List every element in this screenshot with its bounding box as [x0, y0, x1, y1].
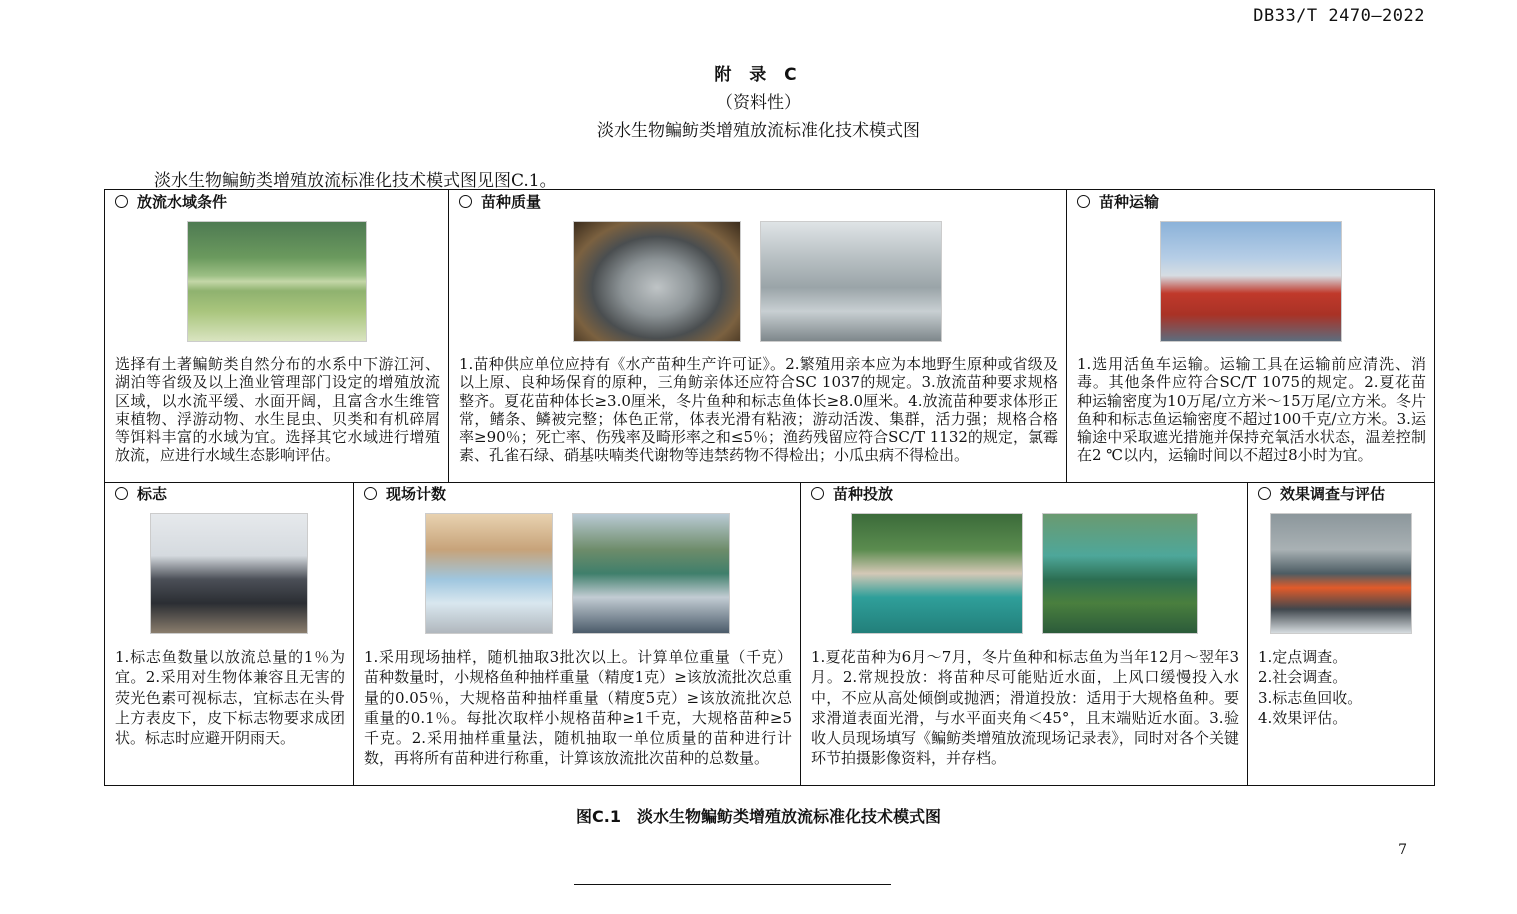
lake-photo — [187, 221, 367, 342]
photo-row — [1067, 221, 1434, 342]
boat-release-photo — [1042, 513, 1198, 634]
cell-seed-release — [801, 482, 1248, 785]
heading-label: 苗种质量 — [481, 193, 542, 211]
marking-crowd-photo — [150, 513, 308, 634]
oxygen-bags-photo — [760, 221, 942, 342]
cell-evaluation — [1248, 482, 1434, 785]
circle-bullet-icon — [459, 195, 472, 208]
intro-text: 淡水生物鳊鲂类增殖放流标准化技术模式图见图C.1。 — [154, 171, 557, 191]
cell-text: 1.定点调查。 2.社会调查。 3.标志鱼回收。 4.效果评估。 — [1258, 648, 1363, 727]
heading-label: 放流水域条件 — [137, 193, 228, 211]
cell-text: 1.选用活鱼车运输。运输工具在运输前应清洗、消毒。其他条件应符合SC/T 1075的规定。2.夏花苗种运输密度为10万尾/立方米～15万尾/立方米。冬片鱼种和标志鱼运输密度不超过100千克/立方米。3.运输途中采取遮光措施并保持充氧活水状态，温差控制在2 ℃以内，运输时间以不超过8小时为宜。 — [1077, 355, 1426, 465]
circle-bullet-icon — [115, 195, 128, 208]
photo-row — [1248, 513, 1434, 634]
man-with-bag-photo — [425, 513, 553, 634]
fish-truck-photo — [1160, 221, 1342, 342]
cell-site-counting — [354, 482, 801, 785]
standard-code: DB33/T 2470—2022 — [1253, 6, 1425, 26]
annex-name: 淡水生物鳊鲂类增殖放流标准化技术模式图 — [597, 121, 920, 141]
photo-row — [801, 513, 1247, 634]
circle-bullet-icon — [1258, 487, 1271, 500]
cell-marking — [105, 482, 354, 785]
photo-row — [449, 221, 1066, 342]
cell-text: 1.夏花苗种为6月～7月，冬片鱼种和标志鱼为当年12月～翌年3月。2.常规投放：将苗种尽可能贴近水面，上风口缓慢投入水中，不应从高处倾倒或抛洒；滑道投放：适用于大规格鱼种。要求滑道表面光滑，与水平面夹角＜45°，且末端贴近水面。3.验收人员现场填写《鳊鲂类增殖放流现场记录表》，同时对各个关键环节拍摄影像资料，并存档。 — [811, 648, 1239, 768]
heading-label: 效果调查与评估 — [1280, 485, 1386, 503]
heading-label: 苗种投放 — [833, 485, 894, 503]
figure-row-1 — [105, 190, 1434, 483]
cell-heading — [1258, 483, 1385, 504]
annex-title: 附 录 C — [714, 65, 803, 85]
fish-bucket-photo — [573, 221, 741, 342]
figure-row-2 — [105, 482, 1434, 785]
heading-label: 现场计数 — [386, 485, 447, 503]
cell-text: 1.标志鱼数量以放流总量的1％为宜。2.采用对生物体兼容且无害的荧光色素可视标志，宜标志在头骨上方表皮下，皮下标志物要求成团状。标志时应避开阴雨天。 — [115, 648, 345, 748]
shore-release-photo — [851, 513, 1023, 634]
circle-bullet-icon — [1077, 195, 1090, 208]
page-number: 7 — [1398, 842, 1407, 858]
heading-label: 标志 — [137, 485, 168, 503]
cell-heading — [115, 483, 167, 504]
circle-bullet-icon — [364, 487, 377, 500]
cell-text: 选择有土著鳊鲂类自然分布的水系中下游江河、湖泊等省级及以上渔业管理部门设定的增殖放流区域，以水流平缓、水面开阔，且富含水生维管束植物、浮游动物、水生昆虫、贝类和有机碎屑等饵料丰富的水域为宜。选择其它水域进行增殖放流，应进行水域生态影响评估。 — [115, 355, 440, 465]
cell-heading — [364, 483, 446, 504]
photo-row — [105, 221, 448, 342]
annex-subtitle: （资料性） — [716, 93, 801, 113]
cell-seed-transport — [1067, 190, 1434, 482]
heading-label: 苗种运输 — [1099, 193, 1160, 211]
cell-seed-quality — [449, 190, 1067, 482]
figure-grid — [104, 189, 1435, 786]
survey-boat-photo — [1270, 513, 1412, 634]
cell-heading — [811, 483, 893, 504]
cell-heading — [1077, 191, 1159, 212]
weighing-on-boat-photo — [572, 513, 730, 634]
photo-row — [354, 513, 800, 634]
photo-row — [105, 513, 353, 634]
footer-rule — [574, 884, 891, 885]
cell-water-conditions — [105, 190, 449, 482]
cell-heading — [115, 191, 227, 212]
cell-heading — [459, 191, 541, 212]
cell-text: 1.采用现场抽样，随机抽取3批次以上。计算单位重量（千克）苗种数量时，小规格鱼种抽样重量（精度1克）≥该放流批次总重量的0.05％，大规格苗种抽样重量（精度5克）≥该放流批次总重量的0.1％。每批次取样小规格苗种≥1千克，大规格苗种≥5千克。2.采用抽样重量法，随机抽取一单位质量的苗种进行计数，再将所有苗种进行称重，计算该放流批次苗种的总数量。 — [364, 648, 792, 768]
cell-text: 1.苗种供应单位应持有《水产苗种生产许可证》。2.繁殖用亲本应为本地野生原种或省级及以上原、良种场保育的原种，三角鲂亲体还应符合SC 1037的规定。3.放流苗种要求规格整齐。夏花苗种体长≥3.0厘米，冬片鱼种和标志鱼体长≥8.0厘米。4.放流苗种要求体形正常，鳍条、鳞被完整；体色正常，体表光滑有粘液；游动活泼、集群，活力强；规格合格率≥90％；死亡率、伤残率及畸形率之和≤5％；渔药残留应符合SC/T 1132的规定，氯霉素、孔雀石绿、硝基呋喃类代谢物等违禁药物不得检出；小瓜虫病不得检出。 — [459, 355, 1058, 465]
circle-bullet-icon — [811, 487, 824, 500]
circle-bullet-icon — [115, 487, 128, 500]
figure-caption: 图C.1 淡水生物鳊鲂类增殖放流标准化技术模式图 — [576, 807, 941, 826]
